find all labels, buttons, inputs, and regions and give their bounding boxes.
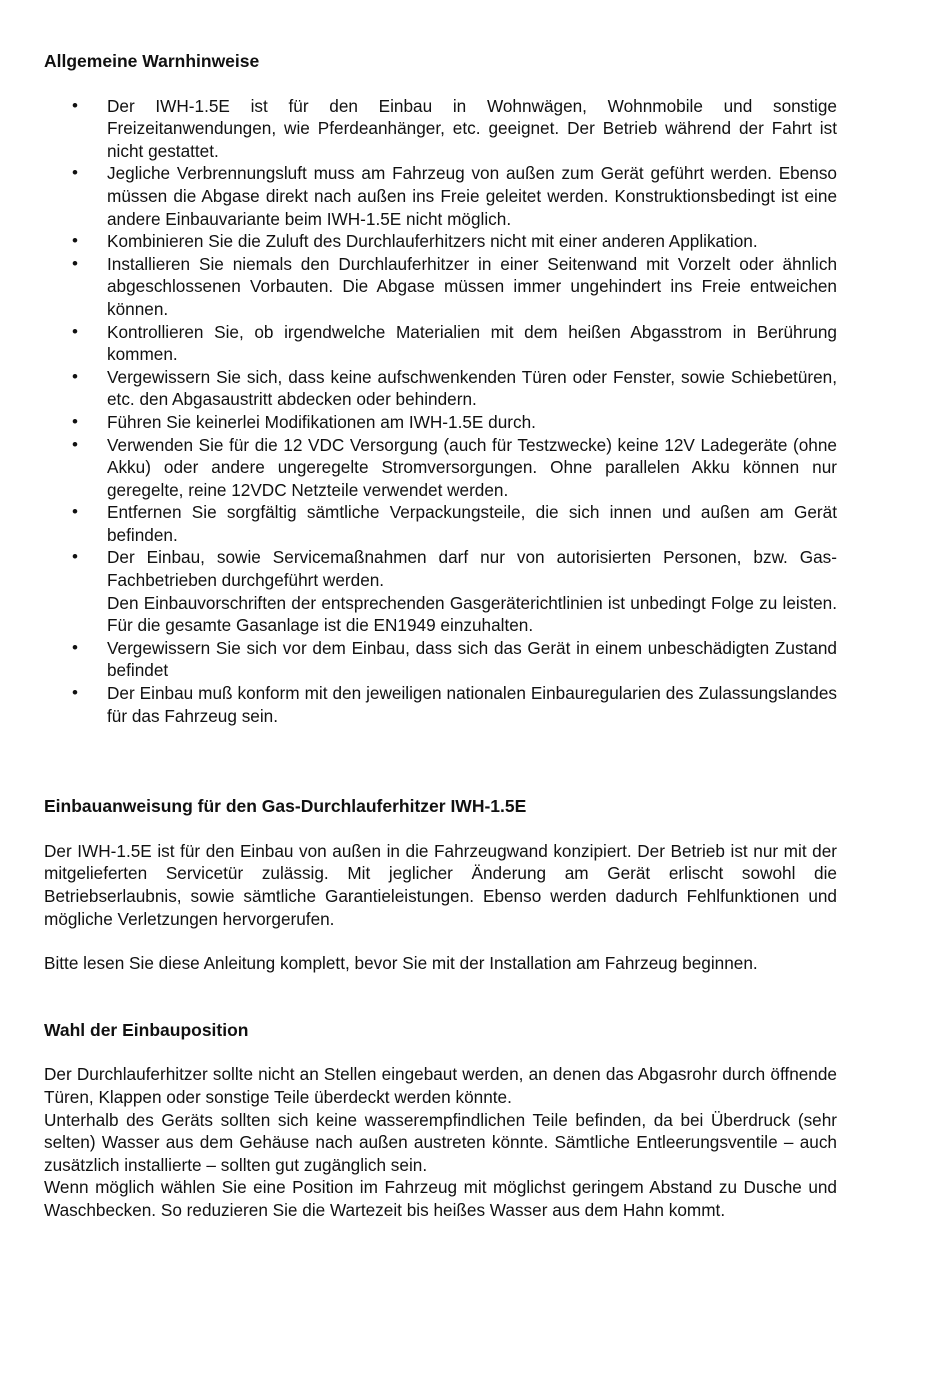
warnings-list [44,95,837,728]
install-paragraph: Der IWH-1.5E ist für den Einbau von außen in die Fahrzeugwand konzipiert. Der Betrieb ist nur mit der mitgelieferten Servicetür zulässig. Mit jeglicher Änderung am Gerät erlischt sowohl die Betriebserlaubnis, sowie sämtliche Garantieleistungen. Ebenso werden dadurch Fehlfunktionen und mögliche Verletzungen hervorgerufen. [44,840,837,929]
bullet-icon: • [72,163,78,183]
warning-text: Verwenden Sie für die 12 VDC Versorgung (auch für Testzwecke) keine 12V Ladegeräte (ohne Akku) oder andere ungeregelte Stromversorgungen. Ohne parallelen Akku können nur geregelte, reine 12VDC Netzteile verwendet werden. [107,434,837,500]
warning-text: Vergewissern Sie sich, dass keine aufschwenkenden Türen oder Fenster, sowie Schiebetüren, etc. den Abgasaustritt abdecken oder behindern. [107,366,837,410]
warning-text: Der Einbau muß konform mit den jeweiligen nationalen Einbauregularien des Zulassungslandes für das Fahrzeug sein. [107,683,837,726]
warning-text: Der IWH-1.5E ist für den Einbau in Wohnwägen, Wohnmobile und sonstige Freizeitanwendungen, wie Pferdeanhänger, etc. geeignet. Der Betrieb während der Fahrt ist nicht gestattet. [107,95,837,161]
install-paragraph: Bitte lesen Sie diese Anleitung komplett, bevor Sie mit der Installation am Fahrzeug beginnen. [44,953,758,974]
list-item [44,253,837,321]
warning-text: Kontrollieren Sie, ob irgendwelche Materialien mit dem heißen Abgasstrom in Berührung kommen. [107,321,837,365]
warning-text: Entfernen Sie sorgfältig sämtliche Verpackungsteile, die sich innen und außen am Gerät befinden. [107,502,837,545]
position-heading: Wahl der Einbauposition [44,1019,249,1040]
warnings-heading: Allgemeine Warnhinweise [44,51,260,71]
document-page [44,50,837,1222]
list-item [44,434,837,502]
list-item [44,546,837,636]
warning-text: Vergewissern Sie sich vor dem Einbau, dass sich das Gerät in einem unbeschädigten Zustand befindet [107,637,837,681]
bullet-icon: • [72,547,78,567]
install-heading: Einbauanweisung für den Gas-Durchlauferhitzer IWH-1.5E [44,796,527,817]
bullet-icon: • [72,366,78,386]
bullet-icon: • [72,434,78,454]
list-item [44,501,837,546]
bullet-icon: • [72,321,78,341]
bullet-icon: • [72,502,78,522]
position-paragraph: Der Durchlauferhitzer sollte nicht an Stellen eingebaut werden, an denen das Abgasrohr durch öffnende Türen, Klappen oder sonstige Teile überdeckt werden könnte. [44,1064,837,1107]
warning-text: Jegliche Verbrennungsluft muss am Fahrzeug von außen zum Gerät geführt werden. Ebenso müssen die Abgase direkt nach außen ins Freie geleitet werden. Konstruktionsbedingt ist eine andere Einbauvariante beim IWH-1.5E nicht möglich. [107,163,837,229]
warning-text-extra: Den Einbauvorschriften der entsprechenden Gasgeräterichtlinien ist unbedingt Folge zu leisten. Für die gesamte Gasanlage ist die EN1949 einzuhalten. [107,592,837,636]
position-paragraph: Unterhalb des Geräts sollten sich keine wasserempfindlichen Teile befinden, da bei Überdruck (sehr selten) Wasser aus dem Gehäuse nach außen austreten könnte. Sämtliche Entleerungsventile – auch zusätzlich installierte – sollten gut zugänglich sein. [44,1109,837,1175]
list-item [44,682,837,727]
bullet-icon: • [72,411,78,431]
warning-text: Kombinieren Sie die Zuluft des Durchlauferhitzers nicht mit einer anderen Applikation. [107,231,758,252]
bullet-icon: • [72,683,78,703]
bullet-icon: • [72,231,78,251]
list-item [44,366,837,411]
warning-text: Installieren Sie niemals den Durchlauferhitzer in einer Seitenwand mit Vorzelt oder ähnlich abgeschlossenen Vorbauten. Die Abgase müssen immer ungehindert ins Freie entweichen können. [107,253,837,319]
warning-text: Der Einbau, sowie Servicemaßnahmen darf nur von autorisierten Personen, bzw. Gas-Fachbetrieben durchgeführt werden. [107,547,837,591]
position-paragraph: Wenn möglich wählen Sie eine Position im Fahrzeug mit möglichst geringem Abstand zu Dusche und Waschbecken. So reduzieren Sie die Wartezeit bis heißes Wasser aus dem Hahn kommt. [44,1177,837,1220]
bullet-icon: • [72,253,78,273]
list-item [44,230,837,253]
list-item [44,321,837,366]
list-item [44,411,837,434]
list-item [44,95,837,163]
warning-text: Führen Sie keinerlei Modifikationen am IWH-1.5E durch. [107,411,536,432]
list-item [44,637,837,682]
bullet-icon: • [72,95,78,115]
bullet-icon: • [72,637,78,657]
list-item [44,162,837,230]
